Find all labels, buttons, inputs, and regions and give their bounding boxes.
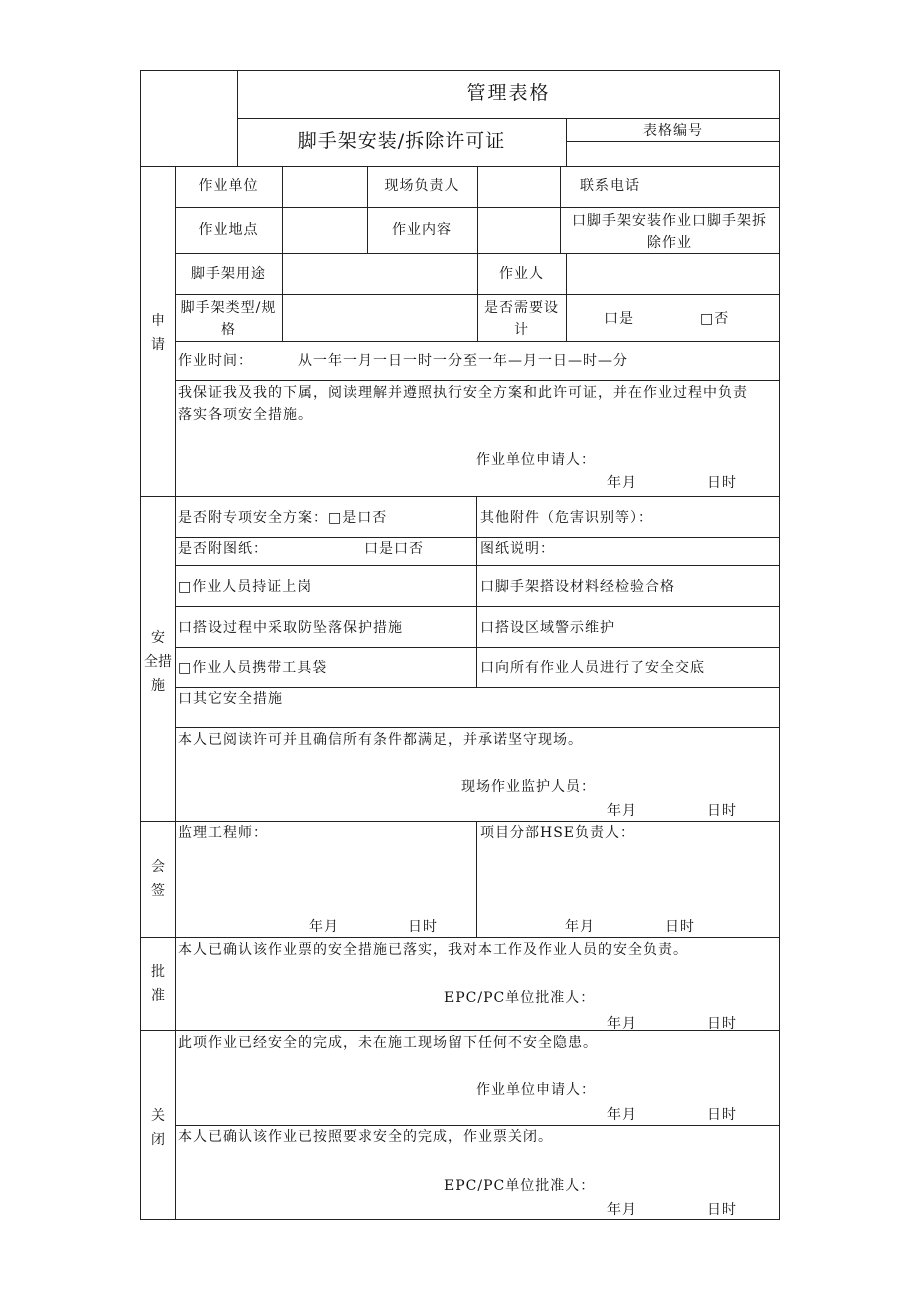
drawing-option[interactable]: 口是口否 xyxy=(364,541,424,557)
location-field[interactable] xyxy=(283,208,367,253)
date-year-month: 年月 xyxy=(607,803,637,819)
content-option-line2[interactable]: 除作业 xyxy=(647,235,692,251)
section-char: 闭 xyxy=(151,1132,165,1148)
date-year-month: 年月 xyxy=(309,919,339,935)
date-year-month: 年月 xyxy=(565,919,595,935)
safety-confirm-text: 本人已阅读许可并且确信所有条件都满足，并承诺坚守现场。 xyxy=(178,732,583,748)
location-label: 作业地点 xyxy=(198,222,259,238)
applicant-label: 作业单位申请人： xyxy=(476,452,596,468)
time-value[interactable]: 从一年一月一日一时一分至一年—月一日—时—分 xyxy=(298,353,628,369)
measure-checkbox[interactable]: □作业人员携带工具袋 xyxy=(178,660,328,676)
phone-field[interactable] xyxy=(661,167,779,207)
section-approve xyxy=(143,960,173,1008)
grid-line xyxy=(175,606,780,607)
date-day-hour: 日时 xyxy=(707,1202,737,1218)
date-day-hour: 日时 xyxy=(707,1016,737,1032)
drawing-label: 是否附图纸： xyxy=(178,541,268,557)
grid-line xyxy=(476,821,477,938)
design-yes-checkbox[interactable]: 口是 xyxy=(604,311,634,327)
measure-checkbox[interactable]: 口搭设区域警示维护 xyxy=(480,620,615,636)
unit-field[interactable] xyxy=(283,167,367,207)
section-char: 批 xyxy=(151,964,165,980)
grid-line xyxy=(779,70,780,1220)
section-char: 安 xyxy=(151,630,165,646)
type-field[interactable] xyxy=(283,295,477,341)
grid-line xyxy=(140,1030,780,1031)
close-text: 此项作业已经安全的完成，未在施工现场留下任何不安全隐患。 xyxy=(178,1035,598,1051)
section-safety xyxy=(143,626,173,698)
close-confirm-text: 本人已确认该作业已按照要求安全的完成，作业票关闭。 xyxy=(178,1129,553,1145)
section-char: 请 xyxy=(151,337,165,353)
unit-label: 作业单位 xyxy=(198,178,259,194)
purpose-label: 脚手架用途 xyxy=(191,266,266,282)
site-leader-label: 现场负责人 xyxy=(384,178,460,194)
grid-line xyxy=(140,496,780,497)
date-year-month: 年月 xyxy=(607,1202,637,1218)
date-day-hour: 日时 xyxy=(665,919,695,935)
section-char: 签 xyxy=(151,883,165,899)
type-label-line2: 格 xyxy=(221,322,236,338)
section-char: 申 xyxy=(151,313,165,329)
measure-checkbox[interactable]: 口向所有作业人员进行了安全交底 xyxy=(480,660,705,676)
safety-plan-option[interactable]: 是否附专项安全方案：□是口否 xyxy=(178,510,388,526)
measure-checkbox[interactable]: 口其它安全措施 xyxy=(178,691,283,707)
section-countersign xyxy=(143,855,173,903)
design-label-line1: 是否需要设 xyxy=(484,300,559,316)
close-applicant-label: 作业单位申请人： xyxy=(476,1082,596,1098)
grid-line xyxy=(175,565,780,566)
worker-field[interactable] xyxy=(567,254,779,294)
approve-text: 本人已确认该作业票的安全措施已落实，我对本工作及作业人员的安全负责。 xyxy=(178,942,688,958)
section-char: 施 xyxy=(151,678,165,694)
grid-line xyxy=(140,70,780,71)
section-char: 关 xyxy=(151,1108,165,1124)
approver-label: EPC/PC单位批准人： xyxy=(444,990,596,1006)
content-label: 作业内容 xyxy=(392,222,452,238)
date-year-month: 年月 xyxy=(607,1107,637,1123)
type-label-line1: 脚手架类型/规 xyxy=(180,300,277,316)
date-day-hour: 日时 xyxy=(707,475,737,491)
section-char: 全措 xyxy=(144,654,172,670)
form-no-field[interactable] xyxy=(567,142,779,166)
other-attachments-label: 其他附件（危害识别等）： xyxy=(480,510,653,526)
section-close xyxy=(143,1104,173,1152)
close-approver-label: EPC/PC单位批准人： xyxy=(444,1178,596,1194)
grid-line xyxy=(140,70,141,1220)
form-no-label: 表格编号 xyxy=(643,123,703,139)
section-apply xyxy=(143,309,173,357)
measure-checkbox[interactable]: □作业人员持证上岗 xyxy=(178,579,313,595)
measure-checkbox[interactable]: 口脚手架搭设材料经检验合格 xyxy=(480,579,675,595)
time-label: 作业时间： xyxy=(178,353,253,369)
section-char: 准 xyxy=(151,988,165,1004)
date-year-month: 年月 xyxy=(607,475,637,491)
hse-label: 项目分部HSE负责人： xyxy=(480,825,636,841)
design-label-line2: 计 xyxy=(514,322,529,338)
supervisor-label: 监理工程师： xyxy=(178,825,268,841)
monitor-label: 现场作业监护人员： xyxy=(461,779,596,795)
date-day-hour: 日时 xyxy=(707,1107,737,1123)
pledge-line2: 落实各项安全措施。 xyxy=(178,407,313,423)
measure-checkbox[interactable]: 口搭设过程中采取防坠落保护措施 xyxy=(178,620,403,636)
site-leader-field[interactable] xyxy=(478,167,560,207)
drawing-desc-label: 图纸说明： xyxy=(480,541,555,557)
grid-line xyxy=(175,647,780,648)
pledge-line1: 我保证我及我的下属，阅读理解并遵照执行安全方案和此许可证，并在作业过程中负责 xyxy=(178,385,748,401)
content-option-line1[interactable]: 口脚手架安装作业口脚手架拆 xyxy=(572,213,767,229)
grid-line xyxy=(175,380,780,381)
grid-line xyxy=(175,341,780,342)
date-day-hour: 日时 xyxy=(408,919,438,935)
form-name: 脚手架安装/拆除许可证 xyxy=(297,130,506,152)
grid-line xyxy=(175,727,780,728)
grid-line xyxy=(476,496,477,688)
phone-label: 联系电话 xyxy=(580,178,640,194)
design-no-checkbox[interactable]: □否 xyxy=(700,311,730,327)
worker-label: 作业人 xyxy=(499,266,544,282)
grid-line xyxy=(140,1219,780,1220)
page-title: 管理表格 xyxy=(466,82,551,104)
grid-line xyxy=(237,118,780,119)
date-day-hour: 日时 xyxy=(707,803,737,819)
section-char: 会 xyxy=(151,859,165,875)
date-year-month: 年月 xyxy=(607,1016,637,1032)
purpose-field[interactable] xyxy=(283,254,477,294)
content-field[interactable] xyxy=(478,208,560,253)
